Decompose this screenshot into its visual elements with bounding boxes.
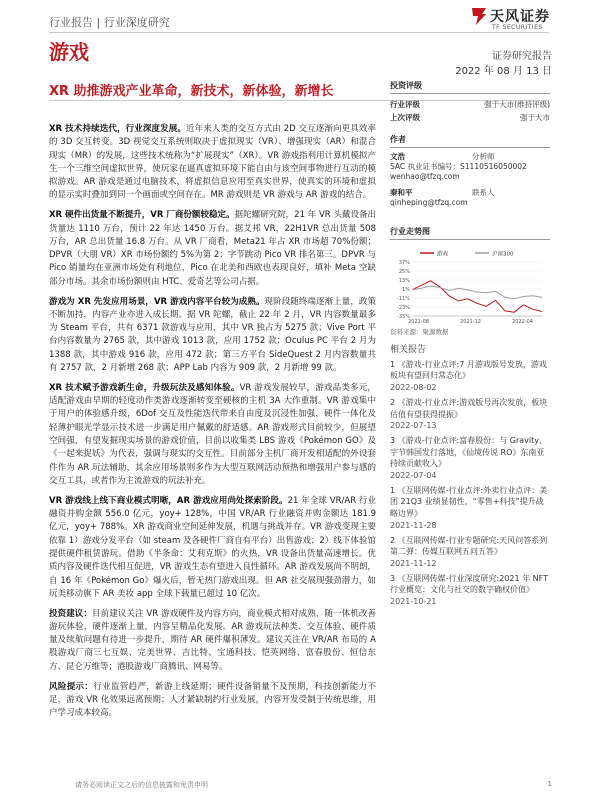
related-item[interactable] [390, 359, 550, 394]
rating-row [390, 111, 550, 124]
x-tick-label: 2022-04 [512, 319, 533, 325]
related-item-title[interactable]: 2 《互联网传媒-行业专题研究:天风问答系列第二弹：传媒互联网五问五答》 [390, 535, 548, 557]
paragraph-lead: 风险提示： [49, 681, 94, 692]
y-tick-label: -23% [397, 304, 410, 311]
report-type: 证券研究报告 [492, 51, 552, 62]
paragraph-lead: XR 技术持续迭代，行业深度发展。 [49, 124, 186, 134]
related-item-date: 2022-07-04 [390, 471, 437, 481]
industry-trend-chart [390, 248, 550, 328]
series-line-沪深300 [412, 286, 542, 299]
paragraph [49, 608, 376, 674]
author-cert: SAC 执业证书编号：S1110516050002 [390, 162, 527, 171]
related-item-title[interactable]: 1 《互联网传媒-行业点评:外卖行业点评：美团 21Q3 业绩显韧性，“零售+科技”提升战略边界》 [390, 485, 548, 519]
related-heading: 相关报告 [390, 345, 427, 355]
author-block [390, 188, 550, 208]
related-item-title[interactable]: 2 《游戏-行业点评:游戏版号再次发放，板块估值有望获得提振》 [390, 397, 548, 419]
paragraph-body: VR 游戏发展较早，游戏品类多元，适配游戏由早期的轻度动作类游戏逐渐转变至硬核的主机 3A 大作重制。VR 游戏集中于用户的体验感升级，6Dof 交互及性能迭代带来自由度及沉浸性加强，硬件一体化及轻薄护眼光学显示技术进一步满足用户佩戴的舒适感。AR 游戏形式目前较少，但展望空间强，有望发掘现实场景的游戏价值，目前以收集类 LBS 游戏《Pokémon GO》及《一起来捉妖》为代表，强调与现实的交互性。目前部分主机厂商开发相适配的外设套件作为 AR 玩法辅助，其余应用场景则多作为大型互联网活动预热和增强用户参与感的交互工具，或者作为主流游戏的玩法补充。 [49, 382, 376, 486]
paragraph-body: 目前建议关注 VR 游戏硬件及内容方向，商业模式相对成熟，随一体机改善游玩体验，硬件逐渐上量，内容呈精品化发展。AR 游戏玩法种类、交互体验、硬件质量及续航问题有待进一步提升，期待 AR 硬件爆积薄发。建议关注在 VR/AR 布局的 A 股游戏厂商三七互娱、完美世界、吉比特、宝通科技、恺英网络、富春股份、恒信东方、昆仑万维等；港股游戏厂商腾讯、网易等。 [49, 608, 376, 672]
related-reports [390, 345, 550, 611]
rating-label: 上次评级 [390, 113, 420, 122]
paragraph-body: 现阶段随终端逐渐上量，政策不断加持，内容产业亦进入成长期。据 VR 陀螺，截止 22 年 2 月，VR 内容数量最多为 Steam 平台，共有 6371 款游戏与应用，其中 VR 独占为 5275 款；Vive Port 平台内容数量为 2765 款，其中游戏 1013 款，应用 1752 款；Oculus PC 平台 2 月为 1388 款，其中游戏 916 款，应用 472 款；第三方平台 SideQuest 2 月内容数量共有 2757 款，2 月新增 268 款；APP Lab 内容为 909 款，2 月新增 99 款。 [49, 296, 376, 374]
related-item-title[interactable]: 1 《游戏-行业点评:7 月游戏版号发放，游戏板块有望回归常态化》 [390, 359, 547, 381]
author-name: 文浩 [390, 152, 405, 161]
paragraph [49, 495, 376, 601]
chart-source: 资料来源：聚源数据 [390, 328, 449, 336]
author-name: 秦和平 [390, 188, 413, 197]
rating-label: 行业评级 [390, 100, 420, 109]
company-logo [470, 6, 560, 36]
rating-row [390, 98, 550, 111]
paragraph-lead: VR 游戏线上线下商业模式明晰，AR 游戏应用尚处探索阶段。 [49, 495, 288, 506]
related-item-date: 2021-11-12 [390, 558, 437, 568]
author-heading: 作者 [390, 134, 550, 148]
page-number: 1 [547, 780, 552, 788]
paragraph [49, 296, 376, 376]
paragraph-body: 近年来人类的交互方式由 2D 交互逐渐向更具效率的 3D 交互转变。3D 视觉交互系统则取决于虚拟现实（VR）、增强现实（AR）和混合现实（MR）的发展，这些技术统称为“扩展现实”（XR）。VR 游戏指利用计算机模拟产生一个三维空间虚拟世界，使玩家在逼真虚拟环境下能自由与该空间事物进行互动的模拟游戏。AR 游戏是通过电脑技术，将虚拟信息应用至真实世界，使真实的环境和虚拟的显示实时叠加到同一个画面或空间存在。MR 游戏则是 VR 游戏与 AR 游戏的结合。 [49, 124, 376, 201]
report-title: XR 助推游戏产业革命，新技术，新体验，新增长 [49, 84, 334, 99]
related-item-title[interactable]: 3 《游戏-行业点评:富春股份：与 Gravity、字节韩国发行落地，《仙境传说 RO》东南亚持续贡献收入》 [390, 435, 547, 469]
rating-heading: 投资评级 [390, 80, 550, 94]
chart-heading: 行业走势图 [390, 226, 550, 240]
paragraph [49, 382, 376, 488]
footer-disclaimer: 请务必阅读正文之后的信息披露和免责申明 [75, 781, 208, 789]
x-tick-label: 2021-08 [408, 319, 429, 325]
logo-cn-text: 天风证券 [490, 9, 550, 25]
x-tick-label: 2021-12 [460, 319, 481, 325]
paragraph-body: 据陀螺研究院，21 年 VR 头戴设备出货量达 1110 万台，预计 22 年达 1450 万台。据艾邦 VR，22H1VR 总出货量 508 万台，AR 总出货量 16.8 万台。从 VR 厂商看，Meta21 年占 XR 市场超 70%份额；DPVR（大朋 VR）XR 市场份额约 5%为第 2；字节跳动 Pico VR 排名第三。DPVR 与 Pico 销量均在亚洲市场处有利地位，Pico 在北美和西欧也表现良好，填补 Meta 空缺部分市场。其余市场份额则由 HTC、爱奇艺等公司占据。 [49, 210, 376, 287]
legend-label: 游戏 [437, 251, 449, 258]
rating-value: 强于大市(维持评级) [484, 100, 550, 109]
main-body [49, 123, 376, 727]
related-item[interactable] [390, 397, 550, 432]
logo-en-text: TF SECURITIES [492, 24, 543, 31]
y-tick-label: 13% [398, 277, 410, 284]
author-role: 分析师 [472, 152, 495, 161]
related-item[interactable] [390, 535, 550, 570]
related-item[interactable] [390, 485, 550, 532]
y-tick-label: 37% [398, 259, 410, 266]
y-tick-label: -11% [397, 295, 410, 302]
related-item-date: 2021-11-28 [390, 520, 437, 530]
sector-title: 游戏 [49, 40, 89, 64]
rating-value: 强于大市 [520, 113, 550, 122]
author-email[interactable]: wenhao@tfzq.com [390, 172, 460, 181]
y-tick-label: 25% [398, 268, 410, 275]
related-item-date: 2021-10-21 [390, 597, 437, 607]
paragraph [49, 209, 376, 289]
paragraph-lead: 游戏为 XR 先发应用场景，VR 游戏内容平台较为成熟。 [49, 296, 265, 307]
sidebar [390, 80, 550, 244]
report-date: 2022 年 08 月 13 日 [455, 66, 552, 77]
legend-label: 沪深300 [492, 251, 514, 258]
paragraph [49, 681, 376, 721]
paragraph-body: 行业监管趋严，新游上线延期；硬件设备销量不及预期，科技创新能力不足，游戏 VR 化效果远离预期；人才紧缺制约行业发展，内容开发受制于传统思维，用户学习成本较高。 [49, 681, 376, 719]
author-email[interactable]: qinheping@tfzq.com [390, 198, 468, 207]
related-item-title[interactable]: 3 《互联网传媒-行业深度研究:2021 年 NFT 行业概览：文化与社交的数字确权价值》 [390, 573, 548, 595]
related-item[interactable] [390, 573, 550, 608]
paragraph-lead: XR 硬件出货量不断提升，VR 厂商份额较稳定。 [49, 210, 235, 221]
author-block [390, 152, 550, 182]
related-item-date: 2022-07-13 [390, 421, 437, 431]
y-tick-label: -35% [397, 313, 410, 320]
paragraph-body: 21 年全球 VR/AR 行业融资并购金额 556.0 亿元，yoy+ 128%，中国 VR/AR 行业融资并购金额达 181.9 亿元，yoy+ 788%。XR 游戏商业空间延伸发展，机遇与挑战并存。VR 游戏变现主要依靠 1）游戏分发平台（如 steam 及各硬件厂商自有平台）出售游戏；2）线下体验馆提供硬件租赁游玩。借助《半条命：艾利克斯》的火热，VR 设备出货量高速增长。优质内容及硬件迭代相互促进，VR 游戏生态有望进入良性循环。AR 游戏发展尚不明朗，自 16 年《Pokémon Go》爆火后，暂无热门游戏出现。但 AR 社交展现强劲潜力，如玩美移动旗下 AR 美妆 app 全球下载量已超过 10 亿次。 [49, 495, 376, 599]
logo-mark-icon [470, 6, 488, 26]
paragraph-lead: XR 技术赋予游戏新生命，升级玩法及感知体验。 [49, 382, 240, 393]
author-role: 联系人 [472, 188, 495, 197]
paragraph [49, 123, 376, 203]
y-tick-label: 1% [402, 286, 410, 293]
header-category: 行业报告 | 行业深度研究 [49, 16, 170, 29]
paragraph-lead: 投资建议： [49, 608, 93, 619]
related-item-date: 2022-08-02 [390, 383, 437, 393]
related-item[interactable] [390, 435, 550, 482]
